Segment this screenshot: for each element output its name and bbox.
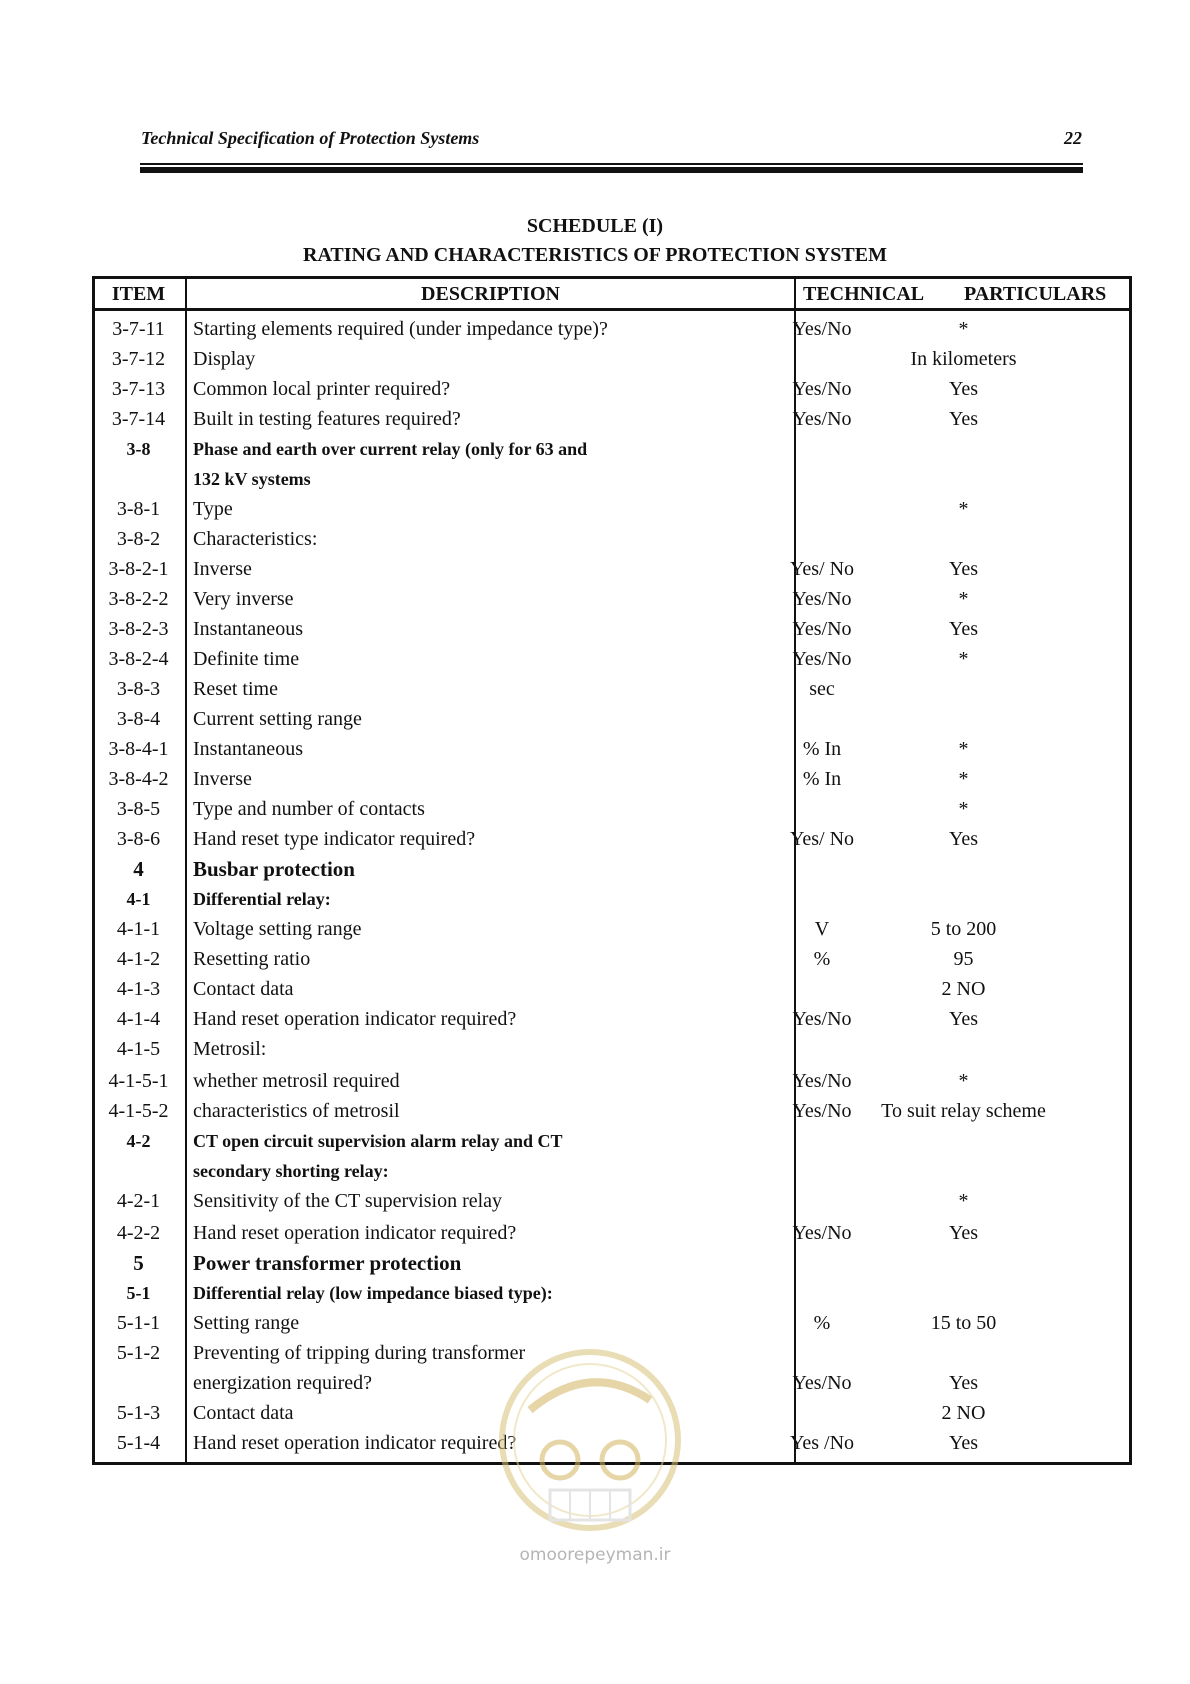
- table-row: [92, 554, 1132, 584]
- row-description: Starting elements required (under impedance type)?: [193, 318, 608, 340]
- row-description: Metrosil:: [193, 1038, 267, 1060]
- row-item-number: 4-2-1: [116, 1190, 161, 1212]
- row-technical-particular: 5 to 200: [930, 918, 997, 940]
- row-unit: Yes/No: [792, 618, 852, 640]
- row-description: Differential relay (low impedance biased type):: [193, 1283, 553, 1303]
- row-technical-particular: 15 to 50: [930, 1312, 997, 1334]
- row-item-number: 4-2: [126, 1131, 151, 1151]
- row-item-number: 4-1-5-1: [108, 1070, 169, 1092]
- row-description: Built in testing features required?: [193, 408, 461, 430]
- row-unit: % In: [802, 768, 842, 790]
- row-description: Power transformer protection: [193, 1251, 462, 1275]
- table-row: [92, 494, 1132, 524]
- row-unit: %: [813, 1312, 831, 1334]
- row-item-number: 3-8-1: [116, 498, 161, 520]
- row-description: Hand reset operation indicator required?: [193, 1008, 517, 1030]
- row-technical-particular: *: [958, 318, 969, 340]
- row-unit: Yes/ No: [789, 828, 855, 850]
- row-description: Current setting range: [193, 708, 362, 730]
- table-row: [92, 524, 1132, 554]
- row-description: Differential relay:: [193, 889, 331, 909]
- table-row: [92, 854, 1132, 884]
- row-technical-particular: Yes: [948, 558, 979, 580]
- row-item-number: 5-1-2: [116, 1342, 161, 1364]
- table-row: [92, 824, 1132, 854]
- row-item-number: 5-1-1: [116, 1312, 161, 1334]
- column-header-item: ITEM: [111, 283, 166, 305]
- row-description: Phase and earth over current relay (only for 63 and: [193, 439, 588, 459]
- row-description: Contact data: [193, 978, 294, 1000]
- row-item-number: 3-8-4-2: [108, 768, 169, 790]
- row-item-number: 4-1-1: [116, 918, 161, 940]
- row-item-number: 5-1-4: [116, 1432, 161, 1454]
- row-item-number: 3-8-5: [116, 798, 161, 820]
- row-description: energization required?: [193, 1372, 372, 1394]
- table-row: [92, 1218, 1132, 1248]
- row-description: Instantaneous: [193, 618, 303, 640]
- row-technical-particular: *: [958, 498, 969, 520]
- row-item-number: 4-1-5: [116, 1038, 161, 1060]
- row-item-number: 5-1: [126, 1283, 151, 1303]
- row-item-number: 3-7-14: [111, 408, 166, 430]
- row-technical-particular: Yes: [948, 408, 979, 430]
- row-technical-particular: *: [958, 1070, 969, 1092]
- row-item-number: 3-8-2-4: [108, 648, 169, 670]
- row-technical-particular: Yes: [948, 1372, 979, 1394]
- schedule-title: SCHEDULE (I): [526, 215, 664, 237]
- table-row: [92, 1186, 1132, 1216]
- table-row: [92, 1278, 1132, 1308]
- row-technical-particular: *: [958, 768, 969, 790]
- page-number: 22: [1064, 128, 1082, 148]
- row-item-number: 4: [133, 857, 144, 881]
- table-row: [92, 1096, 1132, 1126]
- table-row: [92, 1126, 1132, 1156]
- row-item-number: 3-8-4-1: [108, 738, 169, 760]
- row-technical-particular: Yes: [948, 1222, 979, 1244]
- row-item-number: 3-7-12: [111, 348, 166, 370]
- table-row: [92, 644, 1132, 674]
- row-technical-particular: *: [958, 648, 969, 670]
- row-description: Reset time: [193, 678, 278, 700]
- row-description: Contact data: [193, 1402, 294, 1424]
- column-header-description: DESCRIPTION: [421, 283, 560, 305]
- row-unit: V: [814, 918, 830, 940]
- column-header-particulars: PARTICULARS: [964, 283, 1107, 305]
- row-description: Inverse: [193, 768, 252, 790]
- row-unit: Yes /No: [789, 1432, 855, 1454]
- table-row: [92, 974, 1132, 1004]
- row-description: Resetting ratio: [193, 948, 311, 970]
- row-unit: %: [813, 948, 831, 970]
- row-technical-particular: Yes: [948, 1432, 979, 1454]
- row-description: Hand reset operation indicator required?: [193, 1222, 517, 1244]
- row-description: Display: [193, 348, 256, 370]
- row-item-number: 4-1-5-2: [108, 1100, 169, 1122]
- row-description: whether metrosil required: [193, 1070, 400, 1092]
- header-rule-thick: [140, 167, 1083, 173]
- row-item-number: 5: [133, 1251, 144, 1275]
- row-technical-particular: Yes: [948, 378, 979, 400]
- row-description: Busbar protection: [193, 857, 355, 881]
- row-unit: Yes/No: [792, 1008, 852, 1030]
- row-description: CT open circuit supervision alarm relay and CT: [193, 1131, 563, 1151]
- row-item-number: 4-1: [126, 889, 151, 909]
- row-item-number: 3-8-4: [116, 708, 161, 730]
- row-technical-particular: 95: [953, 948, 974, 970]
- table-row: [92, 764, 1132, 794]
- row-description: Hand reset type indicator required?: [193, 828, 476, 850]
- row-technical-particular: *: [958, 738, 969, 760]
- row-unit: Yes/No: [792, 408, 852, 430]
- row-item-number: 3-8: [126, 439, 151, 459]
- row-item-number: 4-1-2: [116, 948, 161, 970]
- row-technical-particular: *: [958, 588, 969, 610]
- document-title: Technical Specification of Protection Systems: [141, 128, 480, 148]
- row-unit: Yes/No: [792, 648, 852, 670]
- row-unit: Yes/No: [792, 378, 852, 400]
- row-unit: Yes/No: [792, 1222, 852, 1244]
- table-row: [92, 434, 1132, 464]
- column-header-technical: TECHNICAL: [803, 283, 925, 305]
- row-unit: % In: [802, 738, 842, 760]
- row-unit: Yes/No: [792, 1372, 852, 1394]
- header-row-divider: [92, 308, 1132, 311]
- row-item-number: 3-8-2-1: [108, 558, 169, 580]
- table-row: [92, 1034, 1132, 1064]
- row-technical-particular: In kilometers: [910, 348, 1017, 370]
- table-row: [92, 674, 1132, 704]
- row-description: secondary shorting relay:: [193, 1161, 389, 1181]
- row-unit: Yes/No: [792, 588, 852, 610]
- row-technical-particular: Yes: [948, 1008, 979, 1030]
- table-row: [92, 614, 1132, 644]
- table-row: [92, 914, 1132, 944]
- table-row: [92, 1156, 1132, 1186]
- row-technical-particular: Yes: [948, 828, 979, 850]
- row-description: Common local printer required?: [193, 378, 451, 400]
- row-item-number: 3-8-2-3: [108, 618, 169, 640]
- row-item-number: 4-1-4: [116, 1008, 161, 1030]
- row-item-number: 3-8-2: [116, 528, 161, 550]
- table-row: [92, 314, 1132, 344]
- table-row: [92, 464, 1132, 494]
- table-row: [92, 1004, 1132, 1034]
- table-row: [92, 584, 1132, 614]
- row-description: Hand reset operation indicator required?: [193, 1432, 517, 1454]
- table-row: [92, 374, 1132, 404]
- row-technical-particular: *: [958, 798, 969, 820]
- row-technical-particular: 2 NO: [941, 978, 986, 1000]
- row-description: Sensitivity of the CT supervision relay: [193, 1190, 503, 1212]
- table-row: [92, 404, 1132, 434]
- row-technical-particular: To suit relay scheme: [881, 1100, 1046, 1122]
- table-row: [92, 704, 1132, 734]
- row-item-number: 4-1-3: [116, 978, 161, 1000]
- table-row: [92, 734, 1132, 764]
- page-header: [141, 128, 1082, 152]
- table-row: [92, 1308, 1132, 1338]
- header-rule-thin: [140, 163, 1083, 165]
- row-description: Definite time: [193, 648, 300, 670]
- table-row: [92, 1248, 1132, 1278]
- row-description: Setting range: [193, 1312, 300, 1334]
- table-row: [92, 794, 1132, 824]
- row-item-number: 3-8-6: [116, 828, 161, 850]
- row-description: Preventing of tripping during transformer: [193, 1342, 526, 1364]
- row-description: Very inverse: [193, 588, 294, 610]
- table-row: [92, 884, 1132, 914]
- row-description: Type and number of contacts: [193, 798, 425, 820]
- row-description: Inverse: [193, 558, 252, 580]
- row-item-number: 3-8-2-2: [108, 588, 169, 610]
- row-unit: Yes/No: [792, 318, 852, 340]
- watermark-logo-icon: [490, 1340, 690, 1570]
- row-item-number: 5-1-3: [116, 1402, 161, 1424]
- row-description: Instantaneous: [193, 738, 303, 760]
- row-item-number: 3-7-11: [112, 318, 165, 340]
- row-unit: Yes/No: [792, 1070, 852, 1092]
- row-description: characteristics of metrosil: [193, 1100, 400, 1122]
- row-technical-particular: Yes: [948, 618, 979, 640]
- table-row: [92, 344, 1132, 374]
- row-description: Type: [193, 498, 233, 520]
- row-item-number: 3-8-3: [116, 678, 161, 700]
- row-unit: Yes/ No: [789, 558, 855, 580]
- row-item-number: 4-2-2: [116, 1222, 161, 1244]
- row-technical-particular: 2 NO: [941, 1402, 986, 1424]
- row-unit: Yes/No: [792, 1100, 852, 1122]
- schedule-subtitle: RATING AND CHARACTERISTICS OF PROTECTION SYSTEM: [303, 244, 887, 266]
- row-unit: sec: [809, 678, 835, 700]
- table-row: [92, 944, 1132, 974]
- row-description: Characteristics:: [193, 528, 318, 550]
- row-item-number: 3-7-13: [111, 378, 166, 400]
- row-description: 132 kV systems: [193, 469, 311, 489]
- row-technical-particular: *: [958, 1190, 969, 1212]
- row-description: Voltage setting range: [193, 918, 362, 940]
- watermark-text: omoorepeyman.ir: [519, 1545, 671, 1565]
- table-row: [92, 1066, 1132, 1096]
